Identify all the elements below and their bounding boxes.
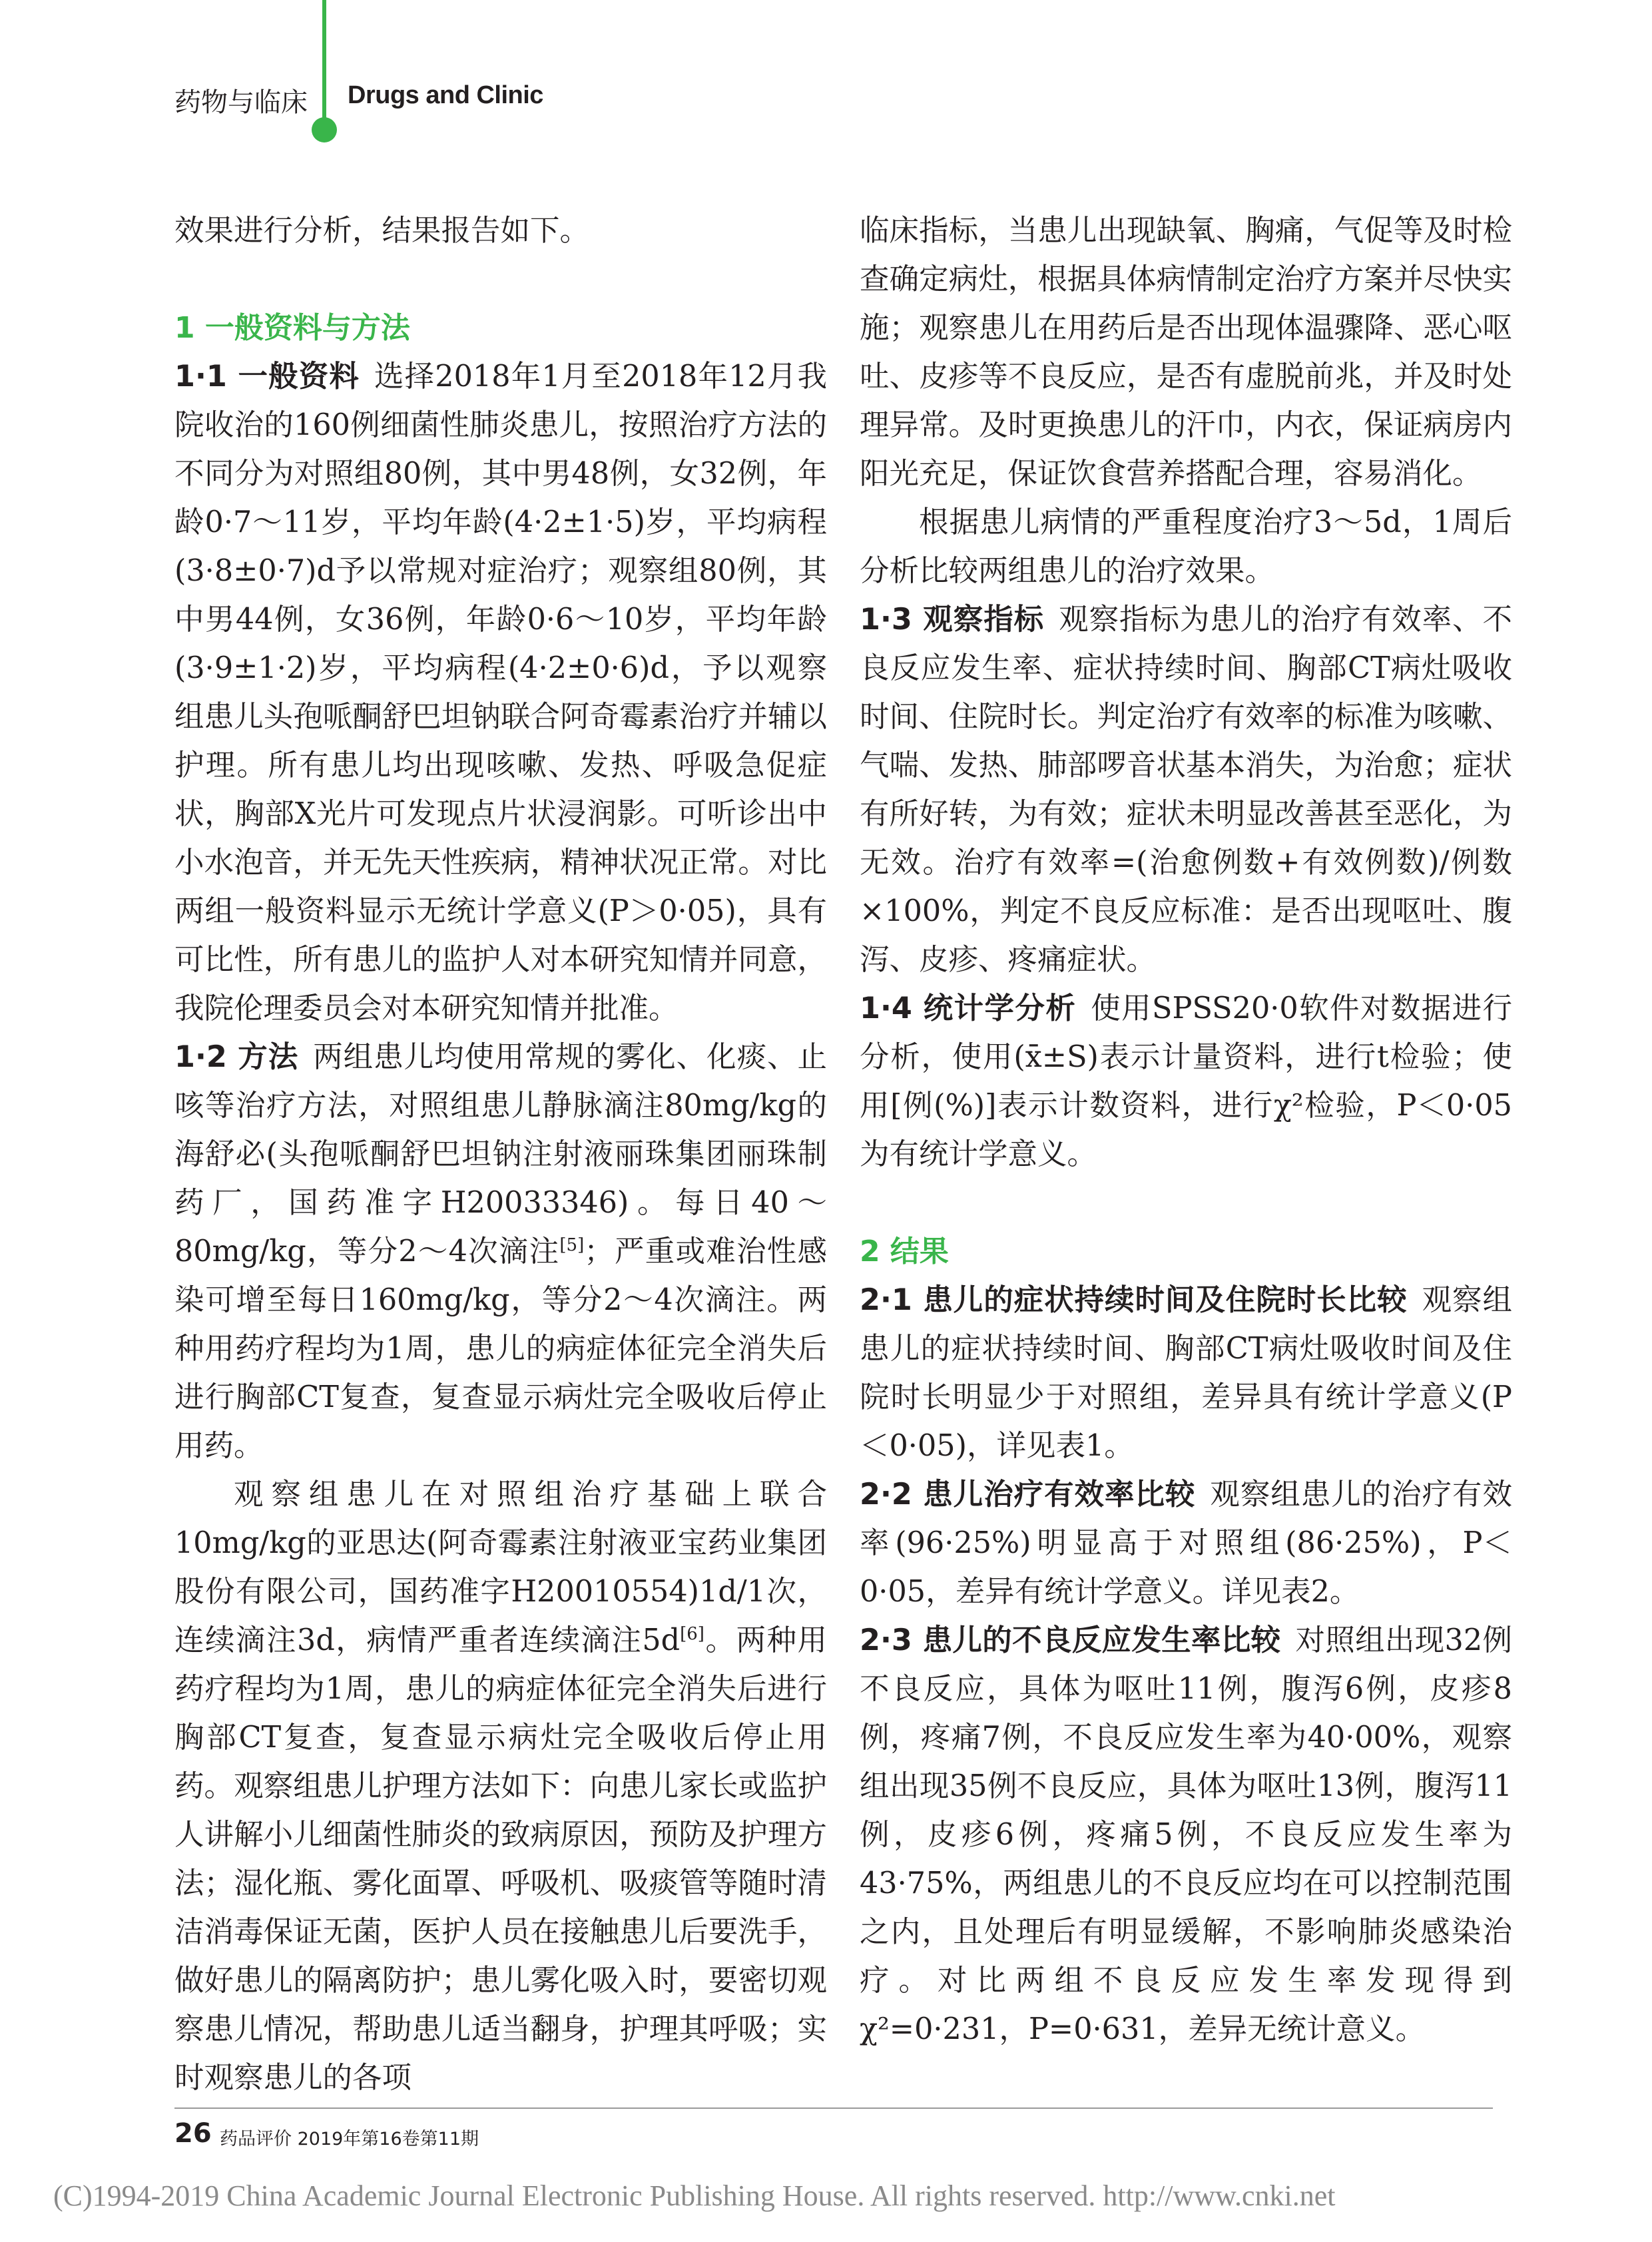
subsection-1-4-text: 使用SPSS20·0软件对数据进行分析，使用(x̄±S)表示计量资料，进行t检验；使用[例(%)]表示计数资料，进行χ²检验，P＜0·05为有统计学意义。 <box>860 991 1512 1171</box>
subsection-2-2 <box>860 1470 1512 1616</box>
subsection-2-3 <box>860 1616 1512 2054</box>
section-1-heading: 1 一般资料与方法 <box>174 311 410 345</box>
subsection-2-3-title: 2·3 患儿的不良反应发生率比较 <box>860 1623 1281 1657</box>
subsection-2-3-text: 对照组出现32例不良反应，具体为呕吐11例，腹泻6例，皮疹8例，疼痛7例，不良反应发生率为40·00%，观察组出现35例不良反应，具体为呕吐13例，腹泻11例，皮疹6例，疼痛5例，不良反应发生率为43·75%，两组患儿的不良反应均在可以控制范围之内，且处理后有明显缓解，不影响肺炎感染治疗。对比两组不良反应发生率发现得到χ²=0·231，P=0·631，差异无统计意义。 <box>860 1623 1512 2046</box>
footer-rule <box>174 2107 1493 2109</box>
subsection-1-4-title: 1·4 统计学分析 <box>860 991 1077 1025</box>
journal-section-en: Drugs and Clinic <box>348 81 543 109</box>
course-paragraph: 根据患儿病情的严重程度治疗3～5d，1周后分析比较两组患儿的治疗效果。 <box>860 505 1512 588</box>
subsection-2-1-title: 2·1 患儿的症状持续时间及住院时长比较 <box>860 1283 1408 1317</box>
copyright-notice: (C)1994-2019 China Academic Journal Electronic Publishing House. All rights reserved. http://www.cnki.net <box>53 2179 1336 2212</box>
subsection-2-1-text: 观察组患儿的症状持续时间、胸部CT病灶吸收时间及住院时长明显少于对照组，差异具有统计学意义(P＜0·05)，详见表1。 <box>860 1283 1512 1463</box>
reference-6: [6] <box>680 1624 704 1645</box>
intro-paragraph: 效果进行分析，结果报告如下。 <box>174 214 590 248</box>
page-header <box>0 0 1652 153</box>
reference-5: [5] <box>559 1235 585 1256</box>
subsection-1-3-title: 1·3 观察指标 <box>860 603 1045 637</box>
subsection-2-2-text: 观察组患儿的治疗有效率(96·25%)明显高于对照组(86·25%)，P＜0·05，差异有统计学意义。详见表2。 <box>860 1478 1512 1609</box>
subsection-1-1-title: 1·1 一般资料 <box>174 360 360 394</box>
left-column <box>174 206 827 2102</box>
subsection-1-1 <box>174 352 827 1033</box>
header-divider-line <box>322 0 326 131</box>
subsection-1-4 <box>860 984 1512 1179</box>
subsection-1-3 <box>860 595 1512 984</box>
right-column <box>860 206 1512 2054</box>
subsection-2-2-title: 2·2 患儿治疗有效率比较 <box>860 1478 1196 1512</box>
header-accent-dot <box>312 117 337 142</box>
observation-paragraph <box>174 1470 827 2102</box>
continued-paragraph: 临床指标，当患儿出现缺氧、胸痛，气促等及时检查确定病灶，根据具体病情制定治疗方案并尽快实施；观察患儿在用药后是否出现体温骤降、恶心呕吐、皮疹等不良反应，是否有虚脱前兆，并及时处理异常。及时更换患儿的汗巾，内衣，保证病房内阳光充足，保证饮食营养搭配合理，容易消化。 <box>860 214 1512 491</box>
section-2-heading: 2 结果 <box>860 1235 949 1268</box>
subsection-1-2-title: 1·2 方法 <box>174 1040 299 1074</box>
journal-info: 药品评价 2019年第16卷第11期 <box>220 2129 479 2149</box>
subsection-1-3-text: 观察指标为患儿的治疗有效率、不良反应发生率、症状持续时间、胸部CT病灶吸收时间、住院时长。判定治疗有效率的标准为咳嗽、气喘、发热、肺部啰音状基本消失，为治愈；症状有所好转，为有效；症状未明显改善甚至恶化，为无效。治疗有效率=(治愈例数+有效例数)/例数×100%，判定不良反应标准：是否出现呕吐、腹泻、皮疹、疼痛症状。 <box>860 603 1512 977</box>
observation-text-b: 。两种用药疗程均为1周，患儿的病症体征完全消失后进行胸部CT复查，复查显示病灶完全吸收后停止用药。观察组患儿护理方法如下：向患儿家长或监护人讲解小儿细菌性肺炎的致病原因，预防及护理方法；湿化瓶、雾化面罩、呼吸机、吸痰管等随时清洁消毒保证无菌，医护人员在接触患儿后要洗手，做好患儿的隔离防护；患儿雾化吸入时，要密切观察患儿情况，帮助患儿适当翻身，护理其呼吸；实时观察患儿的各项 <box>174 1623 827 2095</box>
subsection-1-1-text: 选择2018年1月至2018年12月我院收治的160例细菌性肺炎患儿，按照治疗方法的不同分为对照组80例，其中男48例，女32例，年龄0·7～11岁，平均年龄(4·2±1·5)岁，平均病程(3·8±0·7)d予以常规对症治疗；观察组80例，其中男44例，女36例，年龄0·6～10岁，平均年龄(3·9±1·2)岁，平均病程(4·2±0·6)d，予以观察组患儿头孢哌酮舒巴坦钠联合阿奇霉素治疗并辅以护理。所有患儿均出现咳嗽、发热、呼吸急促症状，胸部X光片可发现点片状浸润影。可听诊出中小水泡音，并无先天性疾病，精神状况正常。对比两组一般资料显示无统计学意义(P＞0·05)，具有可比性，所有患儿的监护人对本研究知情并同意，我院伦理委员会对本研究知情并批准。 <box>174 360 828 1025</box>
subsection-1-2-text-a: 两组患儿均使用常规的雾化、化痰、止咳等治疗方法，对照组患儿静脉滴注80mg/kg的海舒必(头孢哌酮舒巴坦钠注射液丽珠集团丽珠制药厂，国药准字H20033346)。每日40～80mg/kg，等分2～4次滴注 <box>174 1040 827 1268</box>
journal-section-cn: 药物与临床 <box>174 87 308 118</box>
subsection-1-2-text-b: ；严重或难治性感染可增至每日160mg/kg，等分2～4次滴注。两种用药疗程均为1周，患儿的病症体征完全消失后进行胸部CT复查，复查显示病灶完全吸收后停止用药。 <box>174 1235 827 1463</box>
subsection-2-1 <box>860 1276 1512 1470</box>
observation-text-a: 观察组患儿在对照组治疗基础上联合10mg/kg的亚思达(阿奇霉素注射液亚宝药业集团股份有限公司，国药准字H20010554)1d/1次，连续滴注3d，病情严重者连续滴注5d <box>174 1478 827 1657</box>
subsection-1-2 <box>174 1033 827 1470</box>
page-number: 26 <box>174 2118 212 2149</box>
